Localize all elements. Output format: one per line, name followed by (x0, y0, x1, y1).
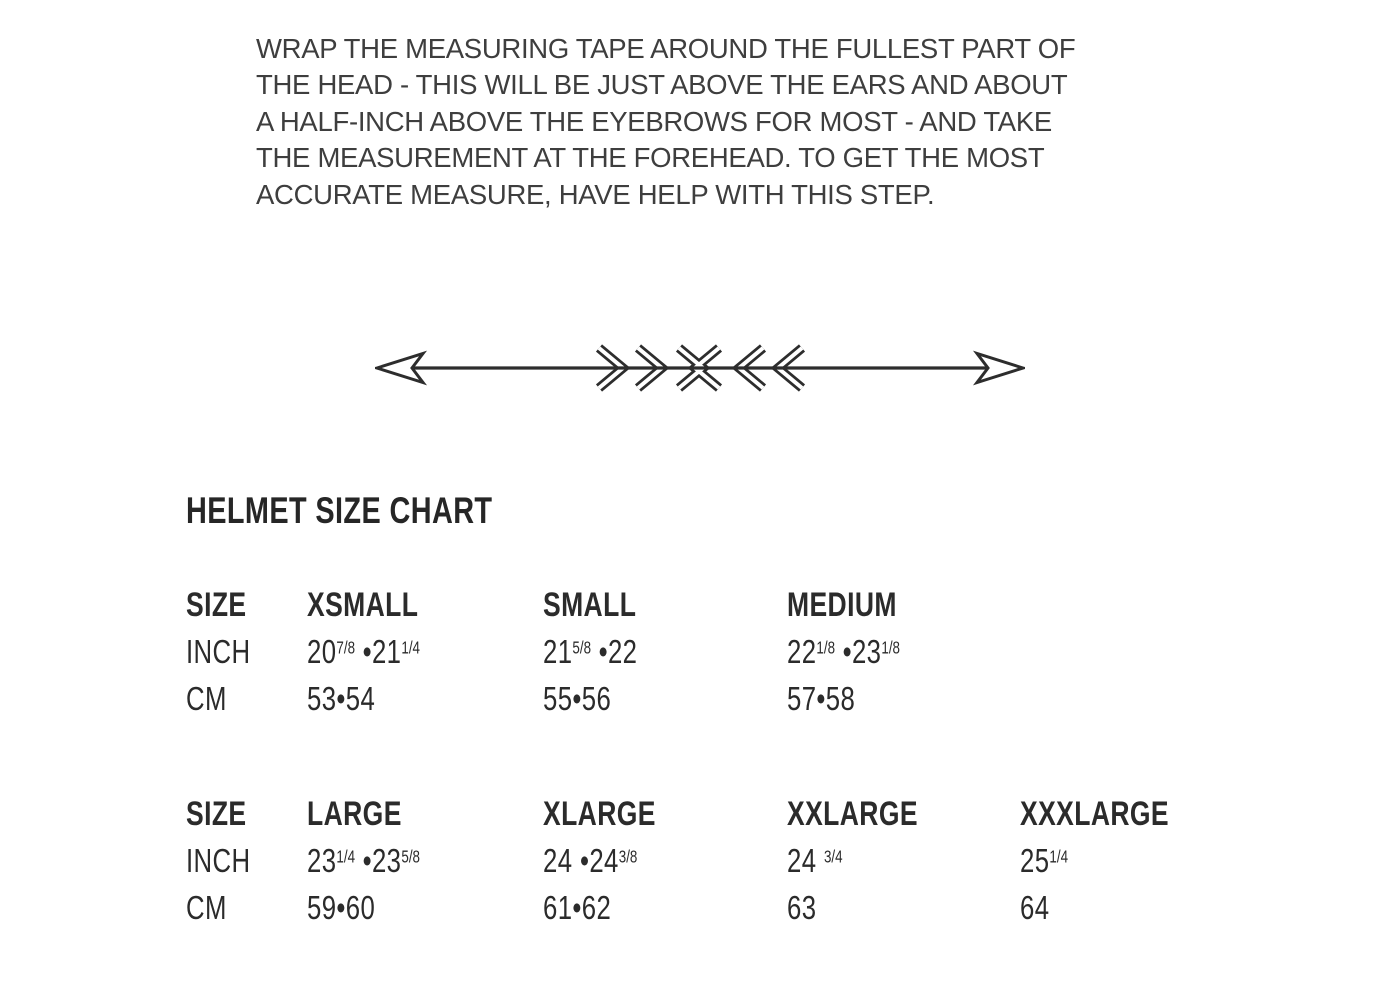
cm-value: 63 (787, 889, 817, 926)
size-table-block-1 (186, 588, 1020, 729)
size-header: MEDIUM (787, 586, 897, 624)
chart-title-text: HELMET SIZE CHART (186, 490, 493, 531)
row-header-size: SIZE (186, 795, 247, 833)
instruction-line: THE HEAD - THIS WILL BE JUST ABOVE THE EARS AND ABOUT (256, 69, 1068, 101)
inch-value: 24 $^{3/4}$ (787, 842, 843, 879)
cm-value: 64 (1020, 889, 1050, 926)
cm-value: 53•54 (307, 680, 376, 717)
inch-value: 24 $•24^{3/8}$ (543, 842, 638, 879)
row-header-inch: INCH (186, 633, 251, 670)
cm-value: 61•62 (543, 889, 612, 926)
row-header-size: SIZE (186, 586, 247, 624)
size-header: SMALL (543, 586, 637, 624)
row-header-cm: CM (186, 889, 227, 926)
size-header: XXLARGE (787, 795, 918, 833)
inch-value: $22^{1/8}$ $•23^{1/8}$ (787, 633, 901, 670)
inch-value: $23^{1/4}$ $•23^{5/8}$ (307, 842, 421, 879)
measuring-arrow-divider-icon (375, 340, 1025, 396)
inch-value: $20^{7/8}$ $•21^{1/4}$ (307, 633, 421, 670)
size-header: XSMALL (307, 586, 419, 624)
size-header: LARGE (307, 795, 402, 833)
instruction-line: WRAP THE MEASURING TAPE AROUND THE FULLEST PART OF (256, 33, 1076, 64)
instruction-line: A HALF-INCH ABOVE THE EYEBROWS FOR MOST - AND TAKE (256, 105, 1052, 137)
size-table-block-2 (186, 797, 1190, 938)
size-header: XXXLARGE (1020, 795, 1170, 833)
measuring-instructions (256, 31, 1075, 213)
arrow-svg (375, 340, 1025, 396)
cm-value: 57•58 (787, 680, 856, 717)
cm-value: 59•60 (307, 889, 376, 926)
chart-title (186, 492, 579, 529)
inch-value: $25^{1/4}$ (1020, 842, 1069, 879)
size-header: XLARGE (543, 795, 656, 833)
row-header-inch: INCH (186, 842, 251, 879)
instruction-line: ACCURATE MEASURE, HAVE HELP WITH THIS STEP. (256, 178, 935, 210)
instruction-line: THE MEASUREMENT AT THE FOREHEAD. TO GET THE MOST (256, 142, 1045, 174)
inch-value: $21^{5/8}$ •22 (543, 633, 638, 670)
cm-value: 55•56 (543, 680, 612, 717)
row-header-cm: CM (186, 680, 227, 717)
